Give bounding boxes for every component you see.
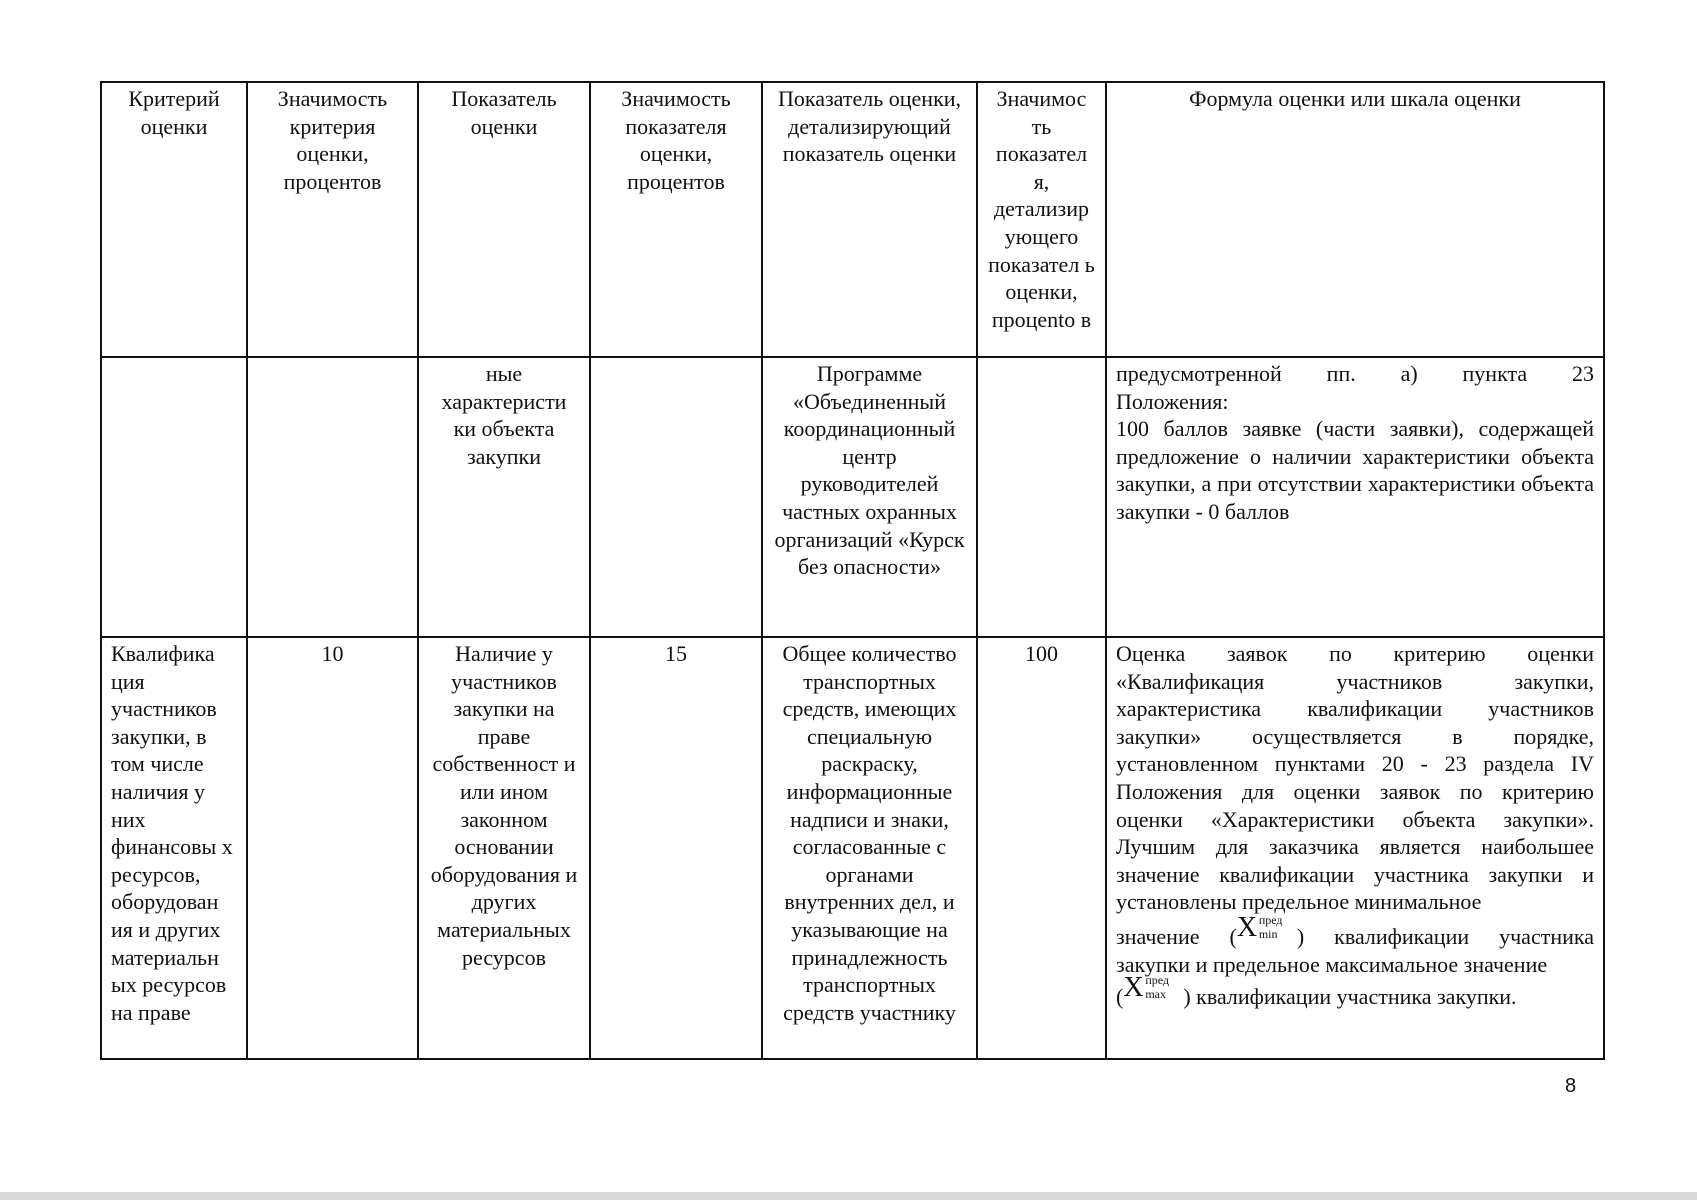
x-letter: X <box>1123 972 1144 1004</box>
formula-min-line <box>1116 911 1594 978</box>
x-subscript: max <box>1145 987 1166 1002</box>
cell-formula <box>1106 357 1604 637</box>
header-indicator-weight: Значимость показателя оценки, процентов <box>590 82 762 357</box>
table-row <box>101 637 1604 1059</box>
formula-body: Положения: 100 баллов заявке (части заявки), содержащей предложение о наличии характеристики объекта закупки, а при отсутствии характеристики объекта закупки - 0 баллов <box>1116 388 1594 524</box>
header-detail-weight: Значимос ть показател я, детализир ующего показател ь оценки, процento в <box>977 82 1106 357</box>
cell-criterion-weight: 10 <box>247 637 418 1059</box>
cell-detail-weight <box>977 357 1106 637</box>
x-subscript: min <box>1258 926 1278 941</box>
evaluation-criteria-table <box>100 81 1605 1060</box>
x-letter: X <box>1236 911 1258 943</box>
x-max-symbol <box>1123 972 1183 1010</box>
formula-max-line <box>1116 972 1594 1011</box>
cell-indicator-weight: 15 <box>590 637 762 1059</box>
table-row <box>101 357 1604 637</box>
cell-detail-indicator: Общее количество транспортных средств, имеющих специальную раскраску, информационные надписи и знаки, согласованные с органами внутренних дел, и указывающие на принадлежность транспортных средств участнику <box>762 637 977 1059</box>
cell-detail-weight: 100 <box>977 637 1106 1059</box>
table-header-row <box>101 82 1604 357</box>
header-criterion: Критерий оценки <box>101 82 247 357</box>
cell-indicator-weight <box>590 357 762 637</box>
header-detail-indicator: Показатель оценки, детализирующий показатель оценки <box>762 82 977 357</box>
header-formula: Формула оценки или шкала оценки <box>1106 82 1604 357</box>
page-number: 8 <box>1565 1075 1577 1097</box>
cell-indicator: ные характеристи ки объекта закупки <box>418 357 590 637</box>
header-indicator: Показатель оценки <box>418 82 590 357</box>
cell-criterion: Квалифика ция участников закупки, в том числе наличия у них финансовы х ресурсов, оборудован ия и других материальн ых ресурсов на праве <box>101 637 247 1059</box>
formula-first-line: предусмотренной пп. а) пункта 23 <box>1116 361 1594 386</box>
cell-criterion-weight <box>247 357 418 637</box>
x-superscript: пред <box>1258 912 1283 927</box>
cell-indicator: Наличие у участников закупки на праве собственност и или ином законном основании оборудования и других материальных ресурсов <box>418 637 590 1059</box>
x-superscript: пред <box>1145 973 1170 988</box>
formula-min-prefix: значение ( <box>1116 923 1237 949</box>
formula-max-suffix: ) квалификации участника закупки. <box>1183 984 1517 1010</box>
cell-detail-indicator: Программе «Объединенный координационный центр руководителей частных охранных организаций «Курск без опасности» <box>762 357 977 637</box>
header-criterion-weight: Значимость критерия оценки, процентов <box>247 82 418 357</box>
cell-criterion <box>101 357 247 637</box>
cell-formula <box>1106 637 1604 1059</box>
scan-bottom-edge <box>0 1192 1697 1200</box>
formula-min-suffix: ) квалификации участника закупки и предельное максимальное значение <box>1116 923 1594 977</box>
x-min-symbol <box>1236 911 1297 950</box>
formula-max-prefix: ( <box>1116 984 1124 1010</box>
formula-body: Оценка заявок по критерию оценки «Квалификация участников закупки, характеристика квалификации участников закупки» осуществляется в порядке, установленном пунктами 20 - 23 раздела IV Положения для оценки заявок по критерию оценки «Характеристики объекта закупки». Лучшим для заказчика является наибольшее значение квалификации участника закупки и установлены предельное минимальное <box>1116 641 1594 915</box>
